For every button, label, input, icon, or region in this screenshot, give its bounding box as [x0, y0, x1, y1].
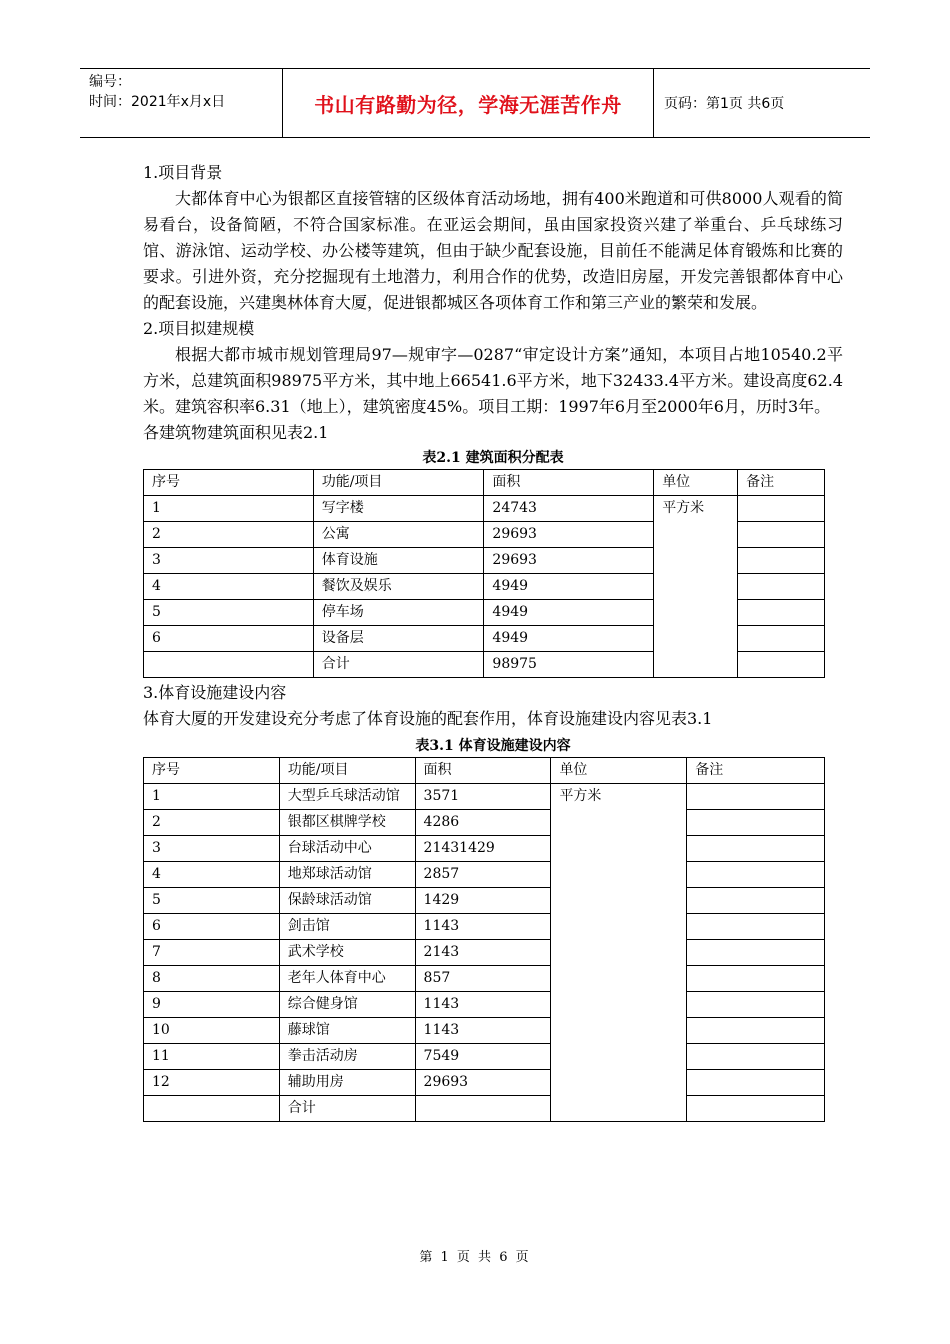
section-2-heading: 2.项目拟建规模 [143, 319, 255, 338]
function-cell: 餐饮及娱乐 [313, 574, 484, 600]
remark-cell [738, 652, 825, 678]
remark-cell [687, 1096, 825, 1122]
page-footer: 第 1 页 共 6 页 [419, 1250, 531, 1265]
table-row [144, 966, 825, 992]
row-number-cell: 8 [144, 966, 280, 992]
remark-cell [687, 1018, 825, 1044]
row-number-cell: 5 [144, 600, 314, 626]
header-meta [80, 69, 282, 137]
remark-cell [738, 548, 825, 574]
header-page-info: 页码：第1页 共6页 [664, 96, 785, 112]
table-reference: 各建筑物建筑面积见表2.1 [143, 423, 329, 442]
section-3-paragraph: 体育大厦的开发建设充分考虑了体育设施的配套作用，体育设施建设内容见表3.1 [143, 709, 713, 728]
remark-cell [687, 862, 825, 888]
remark-cell [687, 992, 825, 1018]
function-cell: 停车场 [313, 600, 484, 626]
function-cell: 台球活动中心 [279, 836, 415, 862]
document-time-label: 时间：2021年x月x日 [89, 94, 226, 110]
header-cell: 单位 [654, 470, 738, 496]
table-row [144, 784, 825, 810]
function-cell: 剑击馆 [279, 914, 415, 940]
table-row [144, 1070, 825, 1096]
area-cell: 29693 [484, 522, 654, 548]
function-cell: 体育设施 [313, 548, 484, 574]
function-cell: 设备层 [313, 626, 484, 652]
remark-cell [687, 1070, 825, 1096]
header-cell: 面积 [415, 758, 551, 784]
row-number-cell: 1 [144, 496, 314, 522]
function-cell: 地郑球活动馆 [279, 862, 415, 888]
header-cell: 备注 [738, 470, 825, 496]
area-cell: 2143 [415, 940, 551, 966]
section-1-paragraph: 大都体育中心为银都区直接管辖的区级体育活动场地，拥有400米跑道和可供8000人观看的简易看台，设备简陋，不符合国家标准。在亚运会期间，虽由国家投资兴建了举重台、乒乓球练习馆、游泳馆、运动学校、办公楼等建筑，但由于缺少配套设施，目前任不能满足体育锻炼和比赛的要求。引进外资，充分挖掘现有土地潜力，利用合作的优势，改造旧房屋，开发完善银都体育中心的配套设施，兴建奥林体育大厦，促进银都城区各项体育工作和第三产业的繁荣和发展。 [143, 189, 843, 312]
area-cell: 29693 [415, 1070, 551, 1096]
table-row [144, 888, 825, 914]
function-cell: 大型乒乓球活动馆 [279, 784, 415, 810]
row-number-cell: 4 [144, 574, 314, 600]
header-motto: 书山有路勤为径，学海无涯苦作舟 [282, 69, 654, 137]
table-header-row [144, 758, 825, 784]
row-number-cell: 5 [144, 888, 280, 914]
row-number-cell: 12 [144, 1070, 280, 1096]
header-cell: 单位 [551, 758, 687, 784]
area-allocation-table [143, 469, 825, 678]
area-cell [415, 1096, 551, 1122]
row-number-cell: 4 [144, 862, 280, 888]
function-cell: 拳击活动房 [279, 1044, 415, 1070]
area-cell: 24743 [484, 496, 654, 522]
remark-cell [687, 1044, 825, 1070]
remark-cell [687, 914, 825, 940]
table-row [144, 810, 825, 836]
remark-cell [687, 966, 825, 992]
table-2-caption: 表3.1 体育设施建设内容 [415, 738, 571, 754]
row-number-cell [144, 652, 314, 678]
row-number-cell: 2 [144, 522, 314, 548]
function-cell: 保龄球活动馆 [279, 888, 415, 914]
remark-cell [687, 784, 825, 810]
function-cell: 老年人体育中心 [279, 966, 415, 992]
header-cell: 功能/项目 [313, 470, 484, 496]
function-cell: 公寓 [313, 522, 484, 548]
function-cell: 写字楼 [313, 496, 484, 522]
unit-cell: 平方米 [654, 496, 738, 678]
area-cell: 4949 [484, 574, 654, 600]
row-number-cell: 3 [144, 836, 280, 862]
header-cell: 面积 [484, 470, 654, 496]
area-cell: 1143 [415, 1018, 551, 1044]
header-cell: 备注 [687, 758, 825, 784]
row-number-cell: 6 [144, 626, 314, 652]
function-cell: 综合健身馆 [279, 992, 415, 1018]
table-row [144, 914, 825, 940]
remark-cell [687, 940, 825, 966]
table-1-caption: 表2.1 建筑面积分配表 [422, 450, 564, 466]
row-number-cell: 1 [144, 784, 280, 810]
table-row [144, 940, 825, 966]
area-cell: 29693 [484, 548, 654, 574]
function-cell: 合计 [313, 652, 484, 678]
row-number-cell: 7 [144, 940, 280, 966]
area-cell: 4949 [484, 600, 654, 626]
header-cell: 序号 [144, 758, 280, 784]
table-row [144, 1018, 825, 1044]
remark-cell [738, 574, 825, 600]
table-row [144, 836, 825, 862]
remark-cell [687, 836, 825, 862]
area-cell: 1143 [415, 914, 551, 940]
area-cell: 4286 [415, 810, 551, 836]
section-1-heading: 1.项目背景 [143, 163, 223, 182]
area-cell: 4949 [484, 626, 654, 652]
function-cell: 辅助用房 [279, 1070, 415, 1096]
page-header [80, 68, 870, 138]
table-header-row [144, 470, 825, 496]
unit-cell: 平方米 [551, 784, 687, 1122]
row-number-cell: 9 [144, 992, 280, 1018]
function-cell: 合计 [279, 1096, 415, 1122]
area-cell: 7549 [415, 1044, 551, 1070]
header-cell: 序号 [144, 470, 314, 496]
remark-cell [687, 888, 825, 914]
area-cell: 857 [415, 966, 551, 992]
function-cell: 银都区棋牌学校 [279, 810, 415, 836]
function-cell: 藤球馆 [279, 1018, 415, 1044]
function-cell: 武术学校 [279, 940, 415, 966]
sports-facilities-table [143, 757, 825, 1122]
table-row [144, 1044, 825, 1070]
area-cell: 2857 [415, 862, 551, 888]
row-number-cell: 10 [144, 1018, 280, 1044]
remark-cell [738, 496, 825, 522]
row-number-cell [144, 1096, 280, 1122]
remark-cell [738, 626, 825, 652]
table-row [144, 862, 825, 888]
row-number-cell: 3 [144, 548, 314, 574]
remark-cell [738, 600, 825, 626]
remark-cell [687, 810, 825, 836]
remark-cell [738, 522, 825, 548]
area-cell: 21431429 [415, 836, 551, 862]
area-cell: 1143 [415, 992, 551, 1018]
table-total-row [144, 1096, 825, 1122]
row-number-cell: 2 [144, 810, 280, 836]
table-row [144, 496, 825, 522]
area-cell: 1429 [415, 888, 551, 914]
row-number-cell: 11 [144, 1044, 280, 1070]
header-cell: 功能/项目 [279, 758, 415, 784]
document-number-label: 编号： [89, 74, 131, 90]
table-row [144, 992, 825, 1018]
row-number-cell: 6 [144, 914, 280, 940]
section-2-paragraph: 根据大都市城市规划管理局97—规审字—0287“审定设计方案”通知，本项目占地10540.2平方米，总建筑面积98975平方米，其中地上66541.6平方米，地下32433.4平方米。建设高度62.4米。建筑容积率6.31（地上），建筑密度45%。项目工期：1997年6月至2000年6月，历时3年。 [143, 345, 843, 416]
document-body [143, 160, 843, 1122]
section-3-heading: 3.体育设施建设内容 [143, 683, 287, 702]
area-cell: 3571 [415, 784, 551, 810]
area-cell: 98975 [484, 652, 654, 678]
